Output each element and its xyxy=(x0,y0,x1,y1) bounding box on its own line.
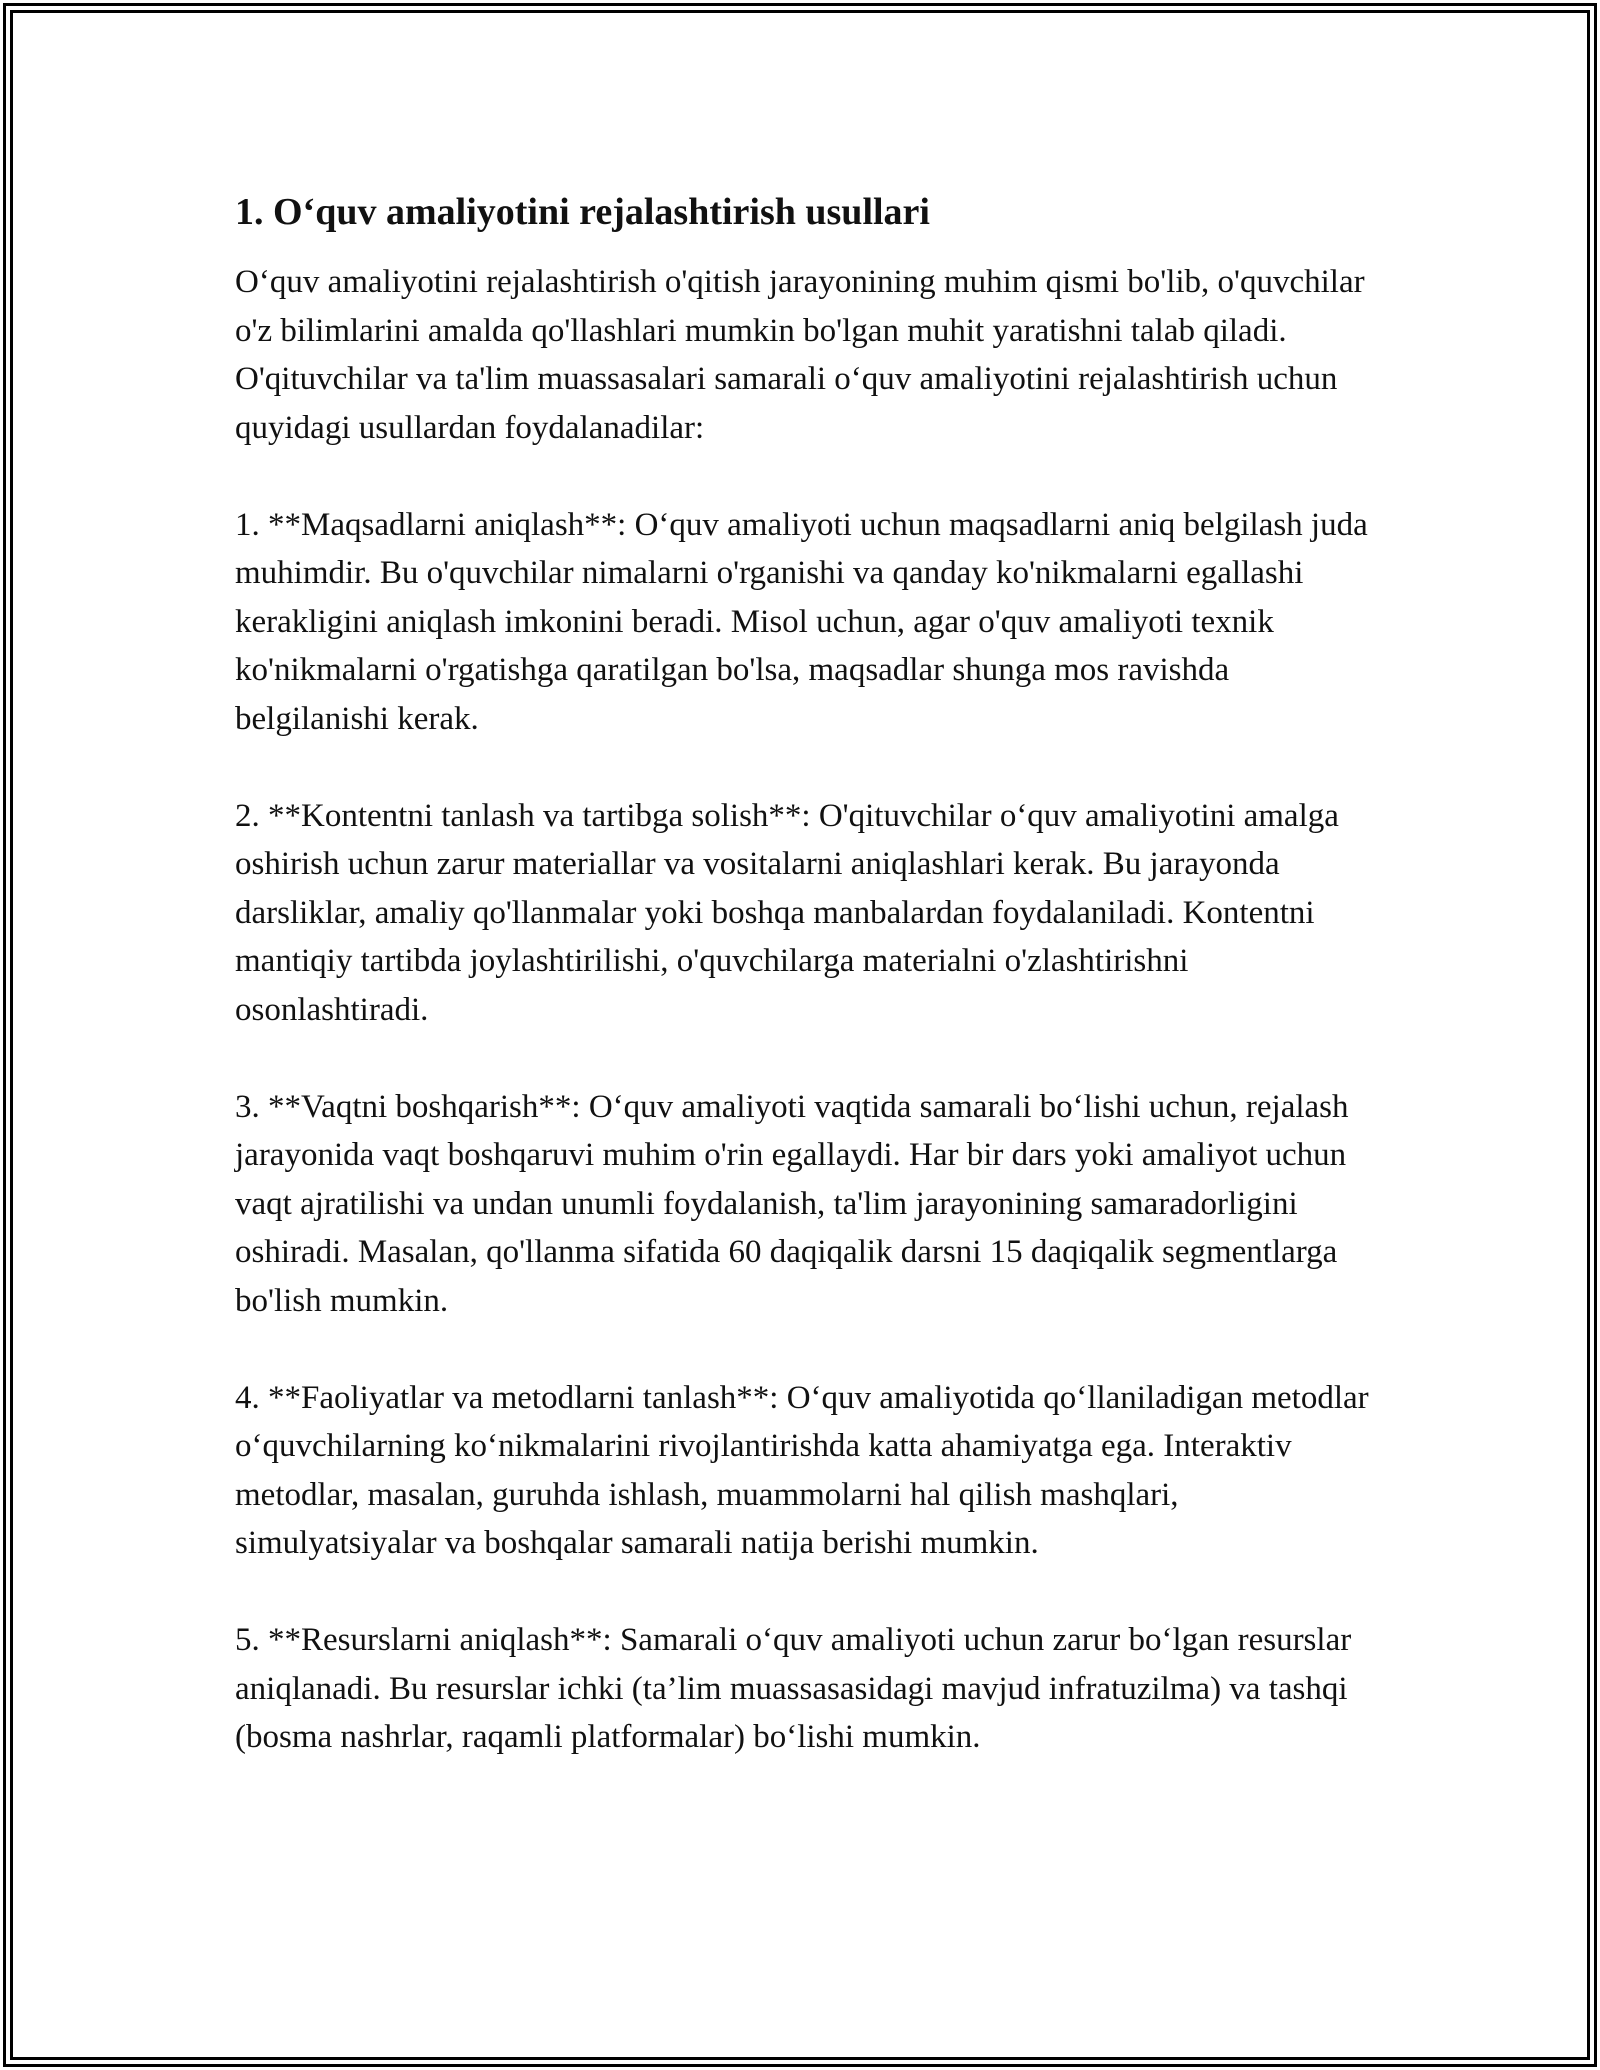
list-item: 5. **Resurslarni aniqlash**: Samarali o‘quv amaliyoti uchun zarur bo‘lgan resurslar aniqlanadi. Bu resurslar ichki (ta’lim muassasasidagi mavjud infratuzilma) va tashqi (bosma nashrlar, raqamli platformalar) bo‘lishi mumkin. xyxy=(235,1622,1352,1755)
section-heading: 1. O‘quv amaliyotini rejalashtirish usullari xyxy=(235,191,930,233)
document-body xyxy=(235,188,1375,1810)
list-item: 2. **Kontentni tanlash va tartibga solish**: O'qituvchilar o‘quv amaliyotini amalga oshirish uchun zarur materiallar va vositalarni aniqlashlari kerak. Bu jarayonda darsliklar, amaliy qo'llanmalar yoki boshqa manbalardan foydalaniladi. Kontentni mantiqiy tartibda joylashtirilishi, o'quvchilarga materialni o'zlashtirishni osonlashtiradi. xyxy=(235,797,1339,1028)
intro-paragraph: O‘quv amaliyotini rejalashtirish o'qitish jarayonining muhim qismi bo'lib, o'quvchilar o'z bilimlarini amalda qo'llashlari mumkin bo'lgan muhit yaratishni talab qiladi. O'qituvchilar va ta'lim muassasalari samarali o‘quv amaliyotini rejalashtirish uchun quyidagi usullardan foydalanadilar: xyxy=(235,264,1365,446)
list-item: 4. **Faoliyatlar va metodlarni tanlash**: O‘quv amaliyotida qo‘llaniladigan metodlar o‘quvchilarning ko‘nikmalarini rivojlantirishda katta ahamiyatga ega. Interaktiv metodlar, masalan, guruhda ishlash, muammolarni hal qilish mashqlari, simulyatsiyalar va boshqalar samarali natija berishi mumkin. xyxy=(235,1379,1369,1561)
list-item: 3. **Vaqtni boshqarish**: O‘quv amaliyoti vaqtida samarali bo‘lishi uchun, rejalash jarayonida vaqt boshqaruvi muhim o'rin egallaydi. Har bir dars yoki amaliyot uchun vaqt ajratilishi va undan unumli foydalanish, ta'lim jarayonining samaradorligini oshiradi. Masalan, qo'llanma sifatida 60 daqiqalik darsni 15 daqiqalik segmentlarga bo'lish mumkin. xyxy=(235,1088,1349,1319)
list-item: 1. **Maqsadlarni aniqlash**: O‘quv amaliyoti uchun maqsadlarni aniq belgilash juda muhimdir. Bu o'quvchilar nimalarni o'rganishi va qanday ko'nikmalarni egallashi kerakligini aniqlash imkonini beradi. Misol uchun, agar o'quv amaliyoti texnik ko'nikmalarni o'rgatishga qaratilgan bo'lsa, maqsadlar shunga mos ravishda belgilanishi kerak. xyxy=(235,506,1368,737)
